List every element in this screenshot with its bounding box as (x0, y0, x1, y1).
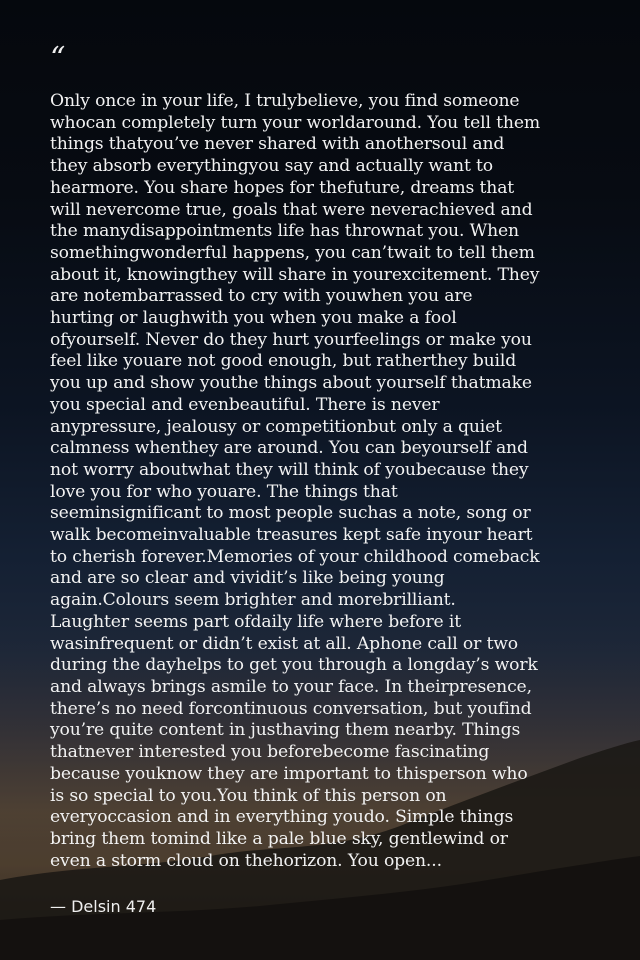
quote-text: Only once in your life, I trulybelieve, you find someone whocan completely turn your worldaround. You tell them things thatyou’ve never shared with anothersoul and they absorb everythingyou say and actually want to hearmore. You share hopes for thefuture, dreams that will nevercome true, goals that were neverachieved and the manydisappointments life has thrownat you. When somethingwonderful happens, you can’twait to tell them about it, knowingthey will share in yourexcitement. They are notembarrassed to cry with youwhen you are hurting or laughwith you when you make a fool ofyourself. Never do they hurt yourfeelings or make you feel like youare not good enough, but ratherthey build you up and show youthe things about yourself thatmake you special and evenbeautiful. There is never anypressure, jealousy or competitionbut only a quiet calmness whenthey are around. You can beyourself and not worry aboutwhat they will think of youbecause they love you for who youare. The things that seeminsignificant to most people suchas a note, song or walk becomeinvaluable treasures kept safe inyour heart to cherish forever.Memories of your childhood comeback and are so clear and vividit’s like being young again.Colours seem brighter and morebrilliant. Laughter seems part ofdaily life where before it wasinfrequent or didn’t exist at all. Aphone call or two during the dayhelps to get you through a longday’s work and always brings asmile to your face. In theirpresence, there’s no need forcontinuous conversation, but youfind you’re quite content in justhaving them nearby. Things thatnever interested you beforebecome fascinating because youknow they are important to thisperson who is so special to you.You think of this person on everyoccasion and in everything youdo. Simple things bring them tomind like a pale blue sky, gentlewind or even a storm cloud on thehorizon. You open... (50, 91, 541, 871)
quote-mark: “ (50, 41, 65, 76)
quote-author: — Delsin 474 (50, 897, 157, 916)
